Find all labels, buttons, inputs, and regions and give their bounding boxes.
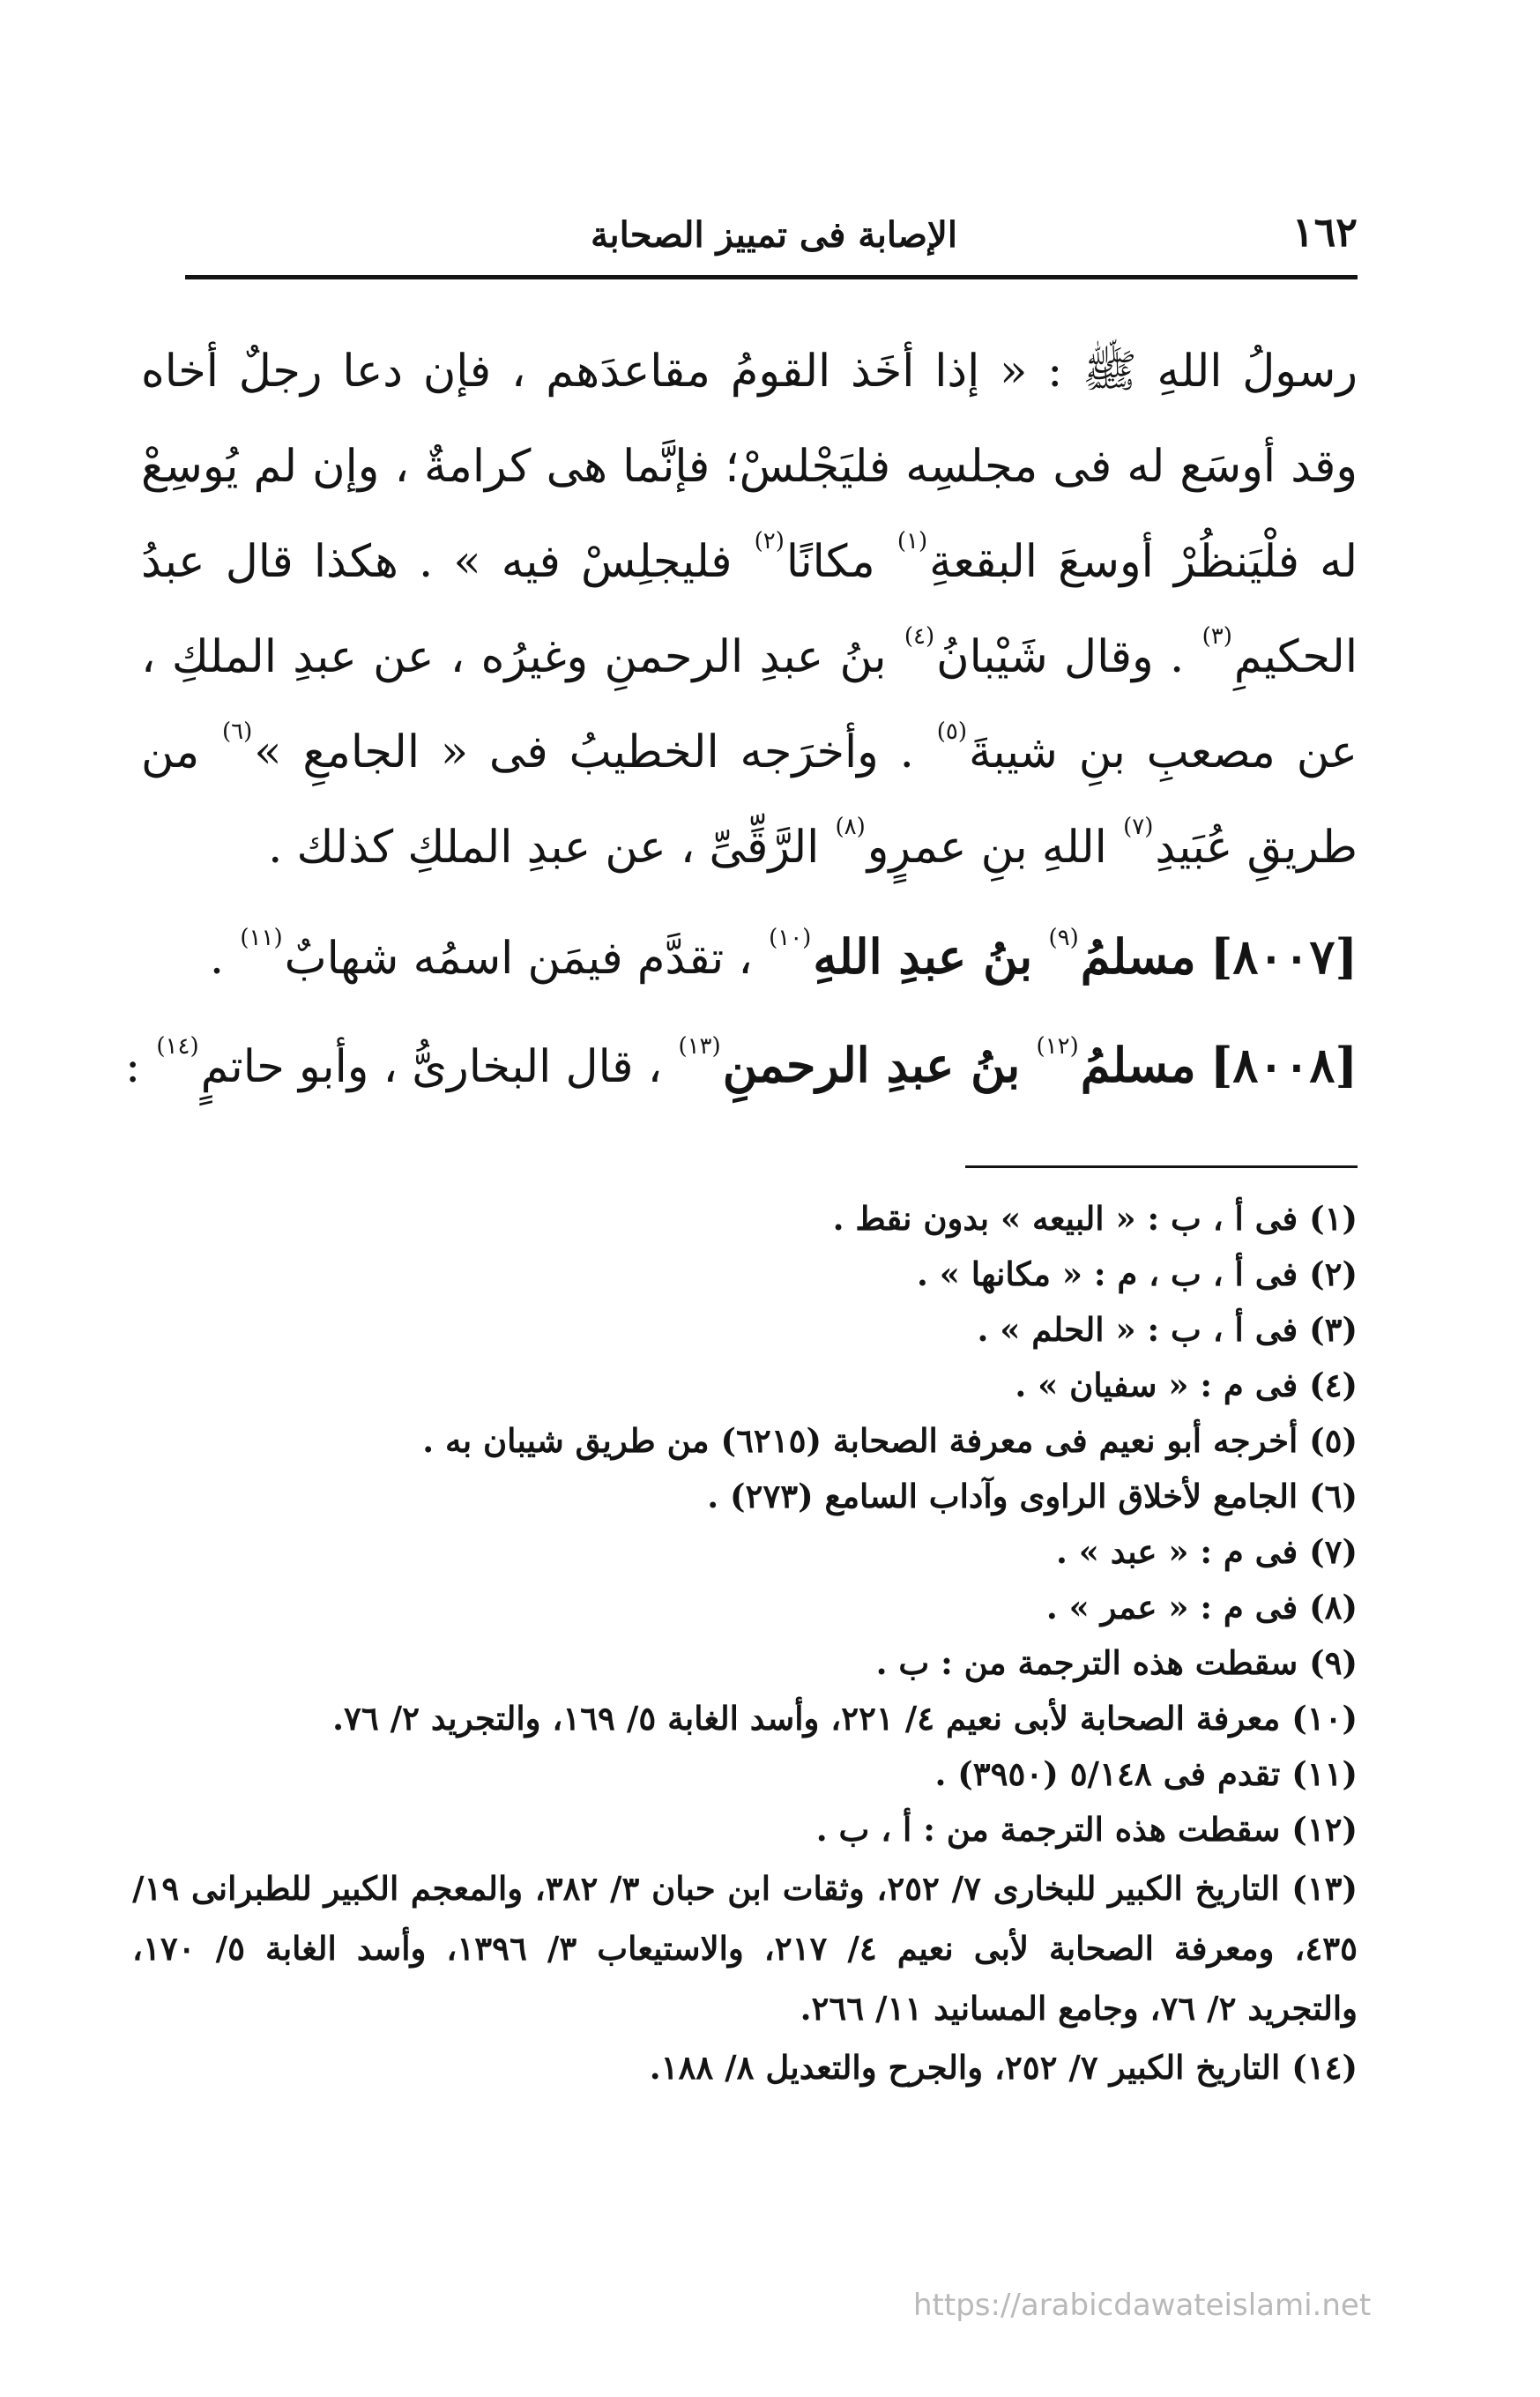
- footnote-ref: (٤): [904, 623, 935, 650]
- footnote: (١٤) التاريخ الكبير ٧/ ٢٥٢، والجرح والتعديل ٨/ ١٨٨.: [649, 2048, 1358, 2087]
- footnote-ref: (١٢): [1036, 1033, 1079, 1060]
- body-text: رسولُ اللهِ ﷺ : « إذا أخَذ القومُ مقاعدَهم ، فإن دعا رجلٌ أخاه وقد أوسَع له فى مجلسِه فليَجْلسْ؛ فإنَّما هى كرامةٌ ، وإن لم يُوسِعْ له فلْيَنظُرْ أوسعَ البقعةِ: [141, 346, 1358, 588]
- entry-name: بنُ عبدِ اللهِ: [813, 928, 1033, 985]
- body-text: . وقال شَيْبانُ: [936, 631, 1185, 683]
- page-number: ١٦٢: [1291, 208, 1358, 256]
- footnote-ref: (٦): [222, 718, 253, 745]
- body-text: من طريقِ عُبَيدِ: [141, 726, 1358, 874]
- watermark-url: https://arabicdawateislami.net: [913, 2288, 1372, 2323]
- footnote-ref: (٩): [1048, 925, 1079, 951]
- body-text: بنُ عبدِ الرحمنِ وغيرُه ، عن عبدِ الملكِ ، عن مصعبِ بنِ شيبةَ: [141, 631, 1358, 778]
- body-text: الرَّقِّىِّ ، عن عبدِ الملكِ كذلك .: [268, 822, 820, 874]
- footnote: (٣) فى أ ، ب : « الحلم » .: [977, 1310, 1358, 1349]
- footnote-ref: (١٠): [769, 925, 812, 951]
- body-text: اللهِ بنِ عمرٍو: [867, 822, 1107, 874]
- footnote: (٦) الجامع لأخلاق الراوى وآداب السامع (٢٧٣) .: [707, 1477, 1358, 1515]
- footnote-ref: (٣): [1201, 623, 1232, 650]
- entry-text: :: [124, 1041, 141, 1093]
- footnote: (١٢) سقطت هذه الترجمة من : أ ، ب .: [815, 1810, 1358, 1849]
- footnote: (٩) سقطت هذه الترجمة من : ب .: [875, 1643, 1358, 1682]
- biography-entries: [124, 904, 1358, 1120]
- footnote: (١٣) التاريخ الكبير للبخارى ٧/ ٢٥٢، وثقات ابن حبان ٣/ ٣٨٢، والمعجم الكبير للطبرانى ١٩/ ٤٣٥، ومعرفة الصحابة لأبى نعيم ٤/ ٢١٧، والاستيعاب ٣/ ١٣٩٦، وأسد الغابة ٥/ ١٧٠، والتجريد ٢/ ٧٦، وجامع المسانيد ١١/ ٢٦٦.: [132, 1869, 1358, 2028]
- entry-name: مسلمُ: [1080, 928, 1196, 985]
- footnote-ref: (٥): [936, 718, 968, 745]
- footnote: (٤) فى م : « سفيان » .: [1015, 1366, 1358, 1404]
- entry-text: .: [209, 933, 225, 985]
- footnote-ref: (٨): [835, 814, 866, 840]
- footnote-ref: (٧): [1123, 814, 1154, 840]
- footnote: (١٠) معرفة الصحابة لأبى نعيم ٤/ ٢٢١، وأسد الغابة ٥/ ١٦٩، والتجريد ٢/ ٧٦.: [332, 1699, 1358, 1738]
- footnote: (١١) تقدم فى ٥/١٤٨ (٣٩٥٠) .: [934, 1754, 1358, 1793]
- entry-name: مسلمُ: [1080, 1037, 1196, 1093]
- body-text: فليجلِسْ فيه » . هكذا قال عبدُ الحكيمِ: [141, 536, 1358, 683]
- body-text: مكانًا: [785, 536, 875, 588]
- footnote: (٨) فى م : « عمر » .: [1045, 1588, 1358, 1627]
- footnote: (٢) فى أ ، ب ، م : « مكانها » .: [917, 1254, 1358, 1293]
- footnote: (٥) أخرجه أبو نعيم فى معرفة الصحابة (٦٢١٥) من طريق شيبان به .: [422, 1421, 1358, 1460]
- footnote-ref: (١١): [240, 925, 283, 951]
- entry-number: [٨٠٠٧]: [1209, 928, 1358, 985]
- entry-8008: [124, 1012, 1358, 1120]
- footnote: (٧) فى م : « عبد » .: [1056, 1532, 1358, 1571]
- running-title: الإصابة فى تمييز الصحابة: [591, 214, 957, 256]
- body-text: . وأخرَجه الخطيبُ فى « الجامعِ »: [254, 726, 914, 778]
- entry-number: [٨٠٠٨]: [1209, 1037, 1358, 1093]
- header-rule: [185, 275, 1358, 279]
- footnotes: [132, 1192, 1358, 2096]
- entry-text: ، قال البخارىُّ ، وأبو حاتمٍ: [200, 1041, 663, 1093]
- footnote: (١) فى أ ، ب : « البيعه » بدون نقط .: [832, 1199, 1358, 1238]
- main-text: [141, 324, 1358, 896]
- body-paragraph: [141, 324, 1358, 896]
- footnote-ref: (١): [896, 528, 928, 555]
- footnote-ref: (١٣): [678, 1033, 721, 1060]
- footnote-rule: [965, 1165, 1358, 1168]
- entry-text: ، تقدَّم فيمَن اسمُه شهابٌ: [284, 933, 753, 985]
- footnote-ref: (١٤): [156, 1033, 199, 1060]
- footnote-ref: (٢): [754, 528, 785, 555]
- entry-8007: [141, 904, 1358, 1012]
- entry-name: بنُ عبدِ الرحمنِ: [722, 1037, 1021, 1093]
- page-header: [185, 185, 1358, 256]
